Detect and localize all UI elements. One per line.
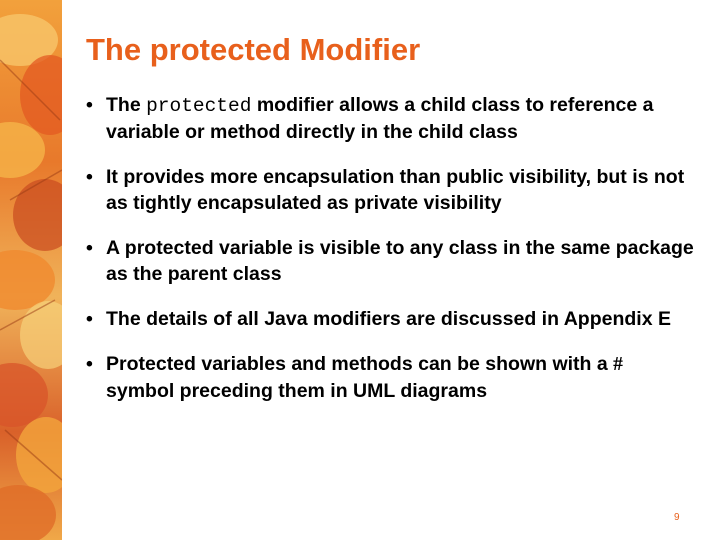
bullet-text: A protected variable is visible to any class in the same package as the parent class xyxy=(106,237,694,285)
slide-title: The protected Modifier xyxy=(86,32,421,67)
bullet-text: symbol preceding them in UML diagrams xyxy=(106,380,488,402)
page-number: 9 xyxy=(674,512,680,523)
autumn-leaves-decoration xyxy=(0,0,62,540)
bullet-item xyxy=(84,235,694,287)
bullet-item xyxy=(84,164,694,216)
bullet-text: modifier allows a child class to reference a variable or method directly in the child class xyxy=(106,94,654,143)
bullet-text: It provides more encapsulation than public visibility, but is not as tightly encapsulated as private visibility xyxy=(106,166,685,214)
bullet-text: The details of all Java modifiers are discussed in Appendix E xyxy=(106,308,671,330)
leaves-image xyxy=(0,0,62,540)
code-keyword: protected xyxy=(146,95,252,117)
hash-symbol: # xyxy=(613,354,623,375)
bullet-item xyxy=(84,92,694,145)
bullet-item xyxy=(84,306,694,332)
bullet-text: Protected variables and methods can be shown with a xyxy=(106,353,614,375)
bullet-item xyxy=(84,351,694,404)
bullet-text: The xyxy=(106,94,147,116)
bullet-list xyxy=(84,92,694,423)
